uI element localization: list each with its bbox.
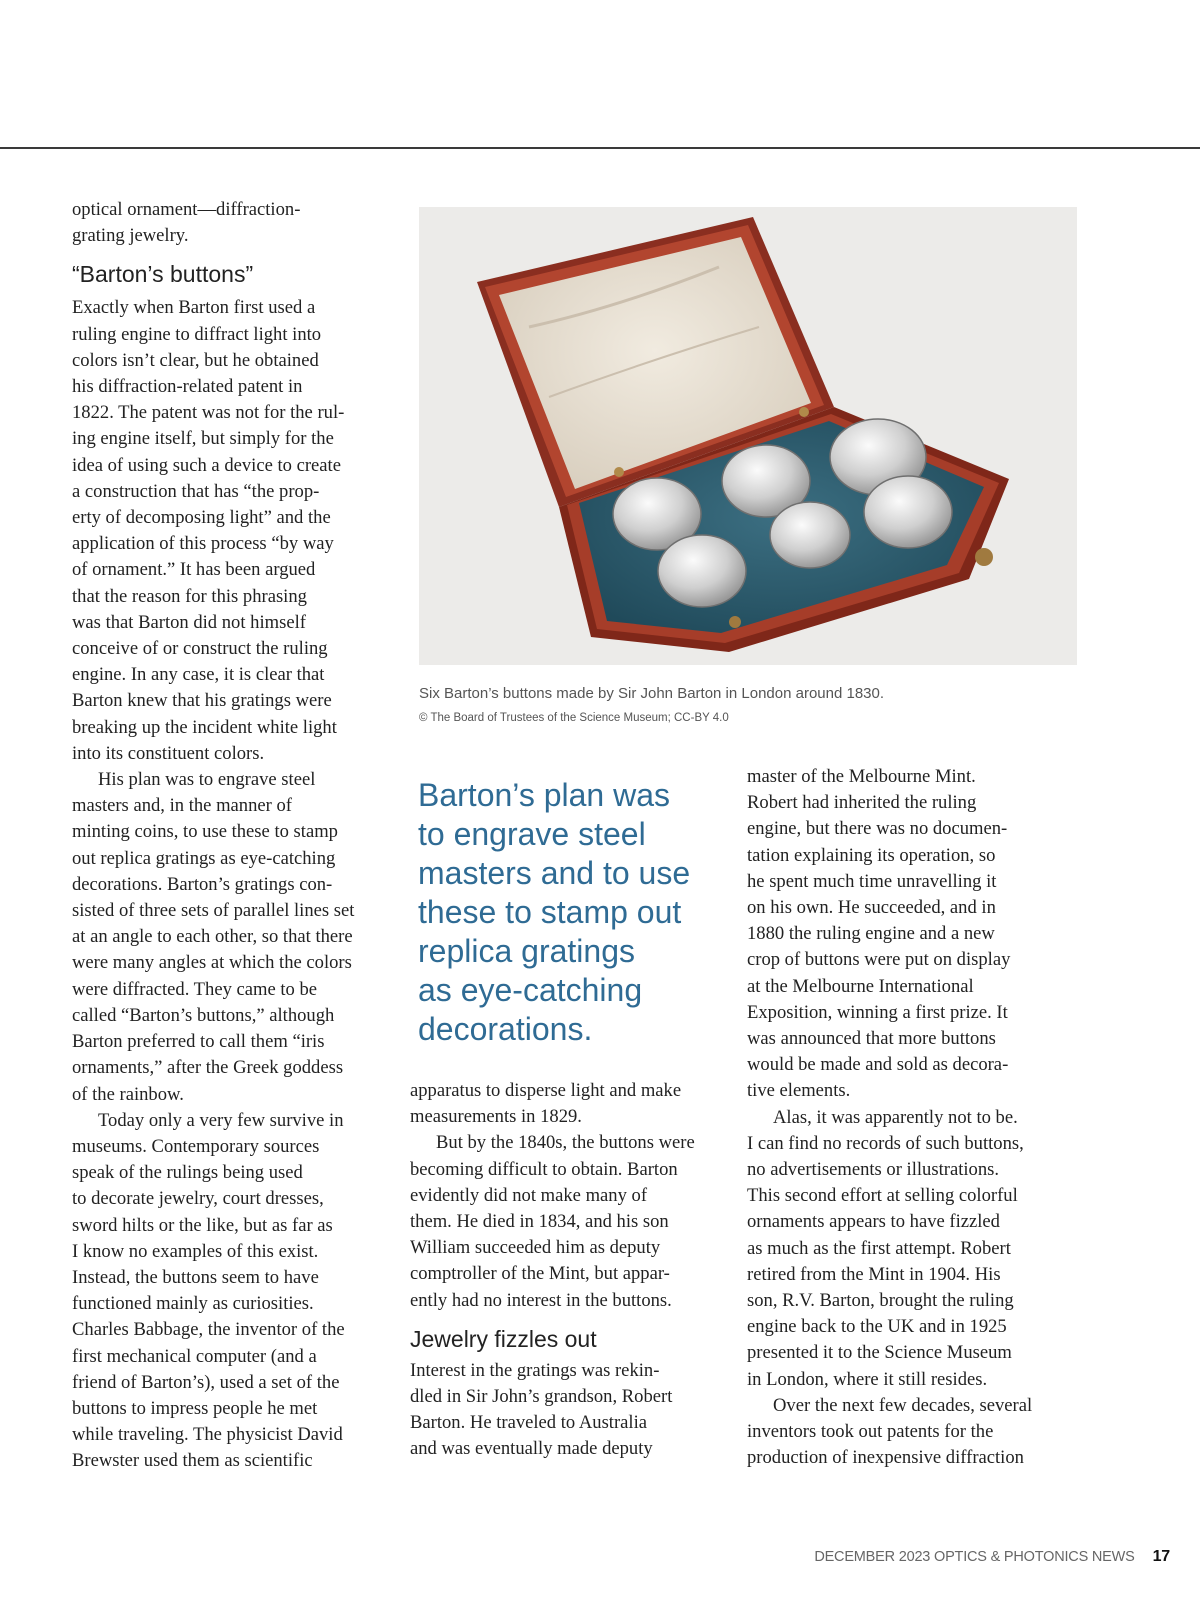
paragraph: [410, 1358, 722, 1463]
text-line: a construction that has “the prop-: [72, 480, 320, 502]
text-line: optical ornament—diffraction-: [72, 199, 301, 220]
text-line: engine, but there was no documen-: [747, 818, 1008, 840]
text-line: replica gratings: [418, 933, 635, 969]
text-line: at the Melbourne International: [747, 975, 974, 997]
text-line: His plan was to engrave steel: [98, 769, 316, 791]
text-line: buttons to impress people he met: [72, 1397, 318, 1419]
text-line: 1822. The patent was not for the rul-: [72, 402, 345, 424]
text-line: engine. In any case, it is clear that: [72, 664, 325, 686]
text-line: that the reason for this phrasing: [72, 585, 307, 607]
text-line: Robert had inherited the ruling: [747, 792, 977, 814]
text-line: Barton. He traveled to Australia: [410, 1412, 647, 1434]
text-line: son, R.V. Barton, brought the ruling: [747, 1290, 1014, 1312]
text-line: in London, where it still resides.: [747, 1368, 988, 1390]
text-line: idea of using such a device to create: [72, 454, 341, 476]
text-line: would be made and sold as decora-: [747, 1054, 1009, 1076]
text-line: crop of buttons were put on display: [747, 949, 1011, 971]
text-line: conceive of or construct the ruling: [72, 638, 328, 660]
text-line: ruling engine to diffract light into: [72, 323, 322, 345]
text-line: ing engine itself, but simply for the: [72, 428, 334, 450]
text-line: friend of Barton’s), used a set of the: [72, 1371, 340, 1393]
section-heading-jewelry-fizzles-out: Jewelry fizzles out: [410, 1325, 597, 1352]
text-line: erty of decomposing light” and the: [72, 507, 331, 529]
text-line: 1880 the ruling engine and a new: [747, 923, 995, 945]
text-line: ornaments,” after the Greek goddess: [72, 1057, 344, 1079]
text-line: were many angles at which the colors: [72, 952, 352, 974]
footer-publication: DECEMBER 2023 OPTICS & PHOTONICS NEWS: [814, 1549, 1135, 1565]
text-line: no advertisements or illustrations.: [747, 1159, 1000, 1181]
text-line: I know no examples of this exist.: [72, 1240, 319, 1262]
text-line: as eye-catching: [418, 972, 643, 1008]
column-1: [72, 197, 387, 1475]
text-line: first mechanical computer (and a: [72, 1345, 317, 1367]
paragraph: [72, 767, 387, 1108]
text-line: breaking up the incident white light: [72, 716, 337, 738]
text-line: William succeeded him as deputy: [410, 1237, 661, 1259]
column-2: [410, 1078, 722, 1463]
paragraph: [72, 295, 387, 767]
text-line: into its constituent colors.: [72, 742, 265, 764]
text-line: to engrave steel: [418, 816, 646, 852]
text-line: were diffracted. They came to be: [72, 978, 318, 1000]
paragraph: [747, 764, 1059, 1105]
text-line: presented it to the Science Museum: [747, 1342, 1012, 1364]
page-number: 17: [1152, 1548, 1170, 1565]
text-line: Today only a very few survive in: [98, 1109, 344, 1131]
text-line: retired from the Mint in 1904. His: [747, 1263, 1001, 1285]
text-line: tation explaining its operation, so: [747, 844, 996, 866]
text-line: of the rainbow.: [72, 1083, 184, 1105]
text-line: comptroller of the Mint, but appar-: [410, 1263, 670, 1285]
section-heading-bartons-buttons: “Barton’s buttons”: [72, 261, 254, 288]
text-line: his diffraction-related patent in: [72, 376, 303, 398]
paragraph: [72, 1108, 387, 1475]
paragraph: [747, 1393, 1059, 1472]
text-line: application of this process “by way: [72, 533, 334, 555]
text-line: Instead, the buttons seem to have: [72, 1266, 319, 1288]
text-line: speak of the rulings being used: [72, 1162, 303, 1184]
photo-bartons-buttons-case: [419, 207, 1077, 665]
text-line: colors isn’t clear, but he obtained: [72, 349, 319, 371]
text-line: measurements in 1829.: [410, 1106, 582, 1128]
text-line: engine back to the UK and in 1925: [747, 1316, 1007, 1338]
text-line: museums. Contemporary sources: [72, 1135, 320, 1157]
text-line: Alas, it was apparently not to be.: [773, 1106, 1018, 1128]
text-line: while traveling. The physicist David: [72, 1424, 343, 1446]
text-line: on his own. He succeeded, and in: [747, 897, 996, 919]
text-line: called “Barton’s buttons,” although: [72, 1004, 335, 1026]
text-line: Barton preferred to call them “iris: [72, 1031, 325, 1053]
text-line: functioned mainly as curiosities.: [72, 1293, 314, 1315]
text-line: ently had no interest in the buttons.: [410, 1289, 672, 1311]
paragraph: [410, 1130, 722, 1313]
paragraph: [747, 1105, 1059, 1393]
text-line: these to stamp out: [418, 894, 682, 930]
text-line: masters and to use: [418, 855, 691, 891]
text-line: them. He died in 1834, and his son: [410, 1211, 669, 1233]
text-line: This second effort at selling colorful: [747, 1185, 1018, 1207]
text-line: decorations.: [418, 1011, 593, 1047]
text-line: Charles Babbage, the inventor of the: [72, 1319, 345, 1341]
text-line: was announced that more buttons: [747, 1028, 996, 1050]
text-line: decorations. Barton’s gratings con-: [72, 873, 333, 895]
text-line: he spent much time unravelling it: [747, 870, 997, 892]
text-line: Interest in the gratings was rekin-: [410, 1359, 660, 1381]
text-line: dled in Sir John’s grandson, Robert: [410, 1386, 673, 1408]
text-line: But by the 1840s, the buttons were: [436, 1132, 695, 1154]
text-line: I can find no records of such buttons,: [747, 1132, 1024, 1154]
text-line: out replica gratings as eye-catching: [72, 847, 336, 869]
text-line: masters and, in the manner of: [72, 795, 292, 817]
text-line: and was eventually made deputy: [410, 1438, 653, 1460]
paragraph: [72, 197, 387, 249]
text-line: production of inexpensive diffraction: [747, 1447, 1024, 1469]
text-line: minting coins, to use these to stamp: [72, 821, 338, 843]
text-line: master of the Melbourne Mint.: [747, 766, 976, 787]
text-line: grating jewelry.: [72, 225, 189, 247]
text-line: Brewster used them as scientific: [72, 1450, 313, 1472]
text-line: sisted of three sets of parallel lines set: [72, 900, 355, 922]
text-line: inventors took out patents for the: [747, 1421, 994, 1443]
text-line: tive elements.: [747, 1080, 851, 1102]
header-rule: [0, 147, 1200, 149]
text-line: Over the next few decades, several: [773, 1394, 1033, 1416]
text-line: becoming difficult to obtain. Barton: [410, 1158, 678, 1180]
text-line: Barton’s plan was: [418, 777, 670, 813]
text-line: ornaments appears to have fizzled: [747, 1211, 1000, 1233]
text-line: at an angle to each other, so that there: [72, 926, 353, 948]
text-line: as much as the first attempt. Robert: [747, 1237, 1011, 1259]
paragraph: [410, 1078, 722, 1130]
text-line: Exposition, winning a first prize. It: [747, 1001, 1008, 1023]
text-line: of ornament.” It has been argued: [72, 559, 316, 581]
figure-caption-block: [419, 684, 1079, 726]
text-line: sword hilts or the like, but as far as: [72, 1214, 333, 1236]
column-3: [747, 764, 1059, 1471]
page-footer: [814, 1548, 1170, 1566]
figure-credit: © The Board of Trustees of the Science Museum; CC-BY 4.0: [419, 712, 729, 724]
text-line: apparatus to disperse light and make: [410, 1080, 682, 1101]
figure-caption: Six Barton’s buttons made by Sir John Barton in London around 1830.: [419, 685, 885, 702]
text-line: evidently did not make many of: [410, 1184, 648, 1206]
text-line: Barton knew that his gratings were: [72, 690, 332, 712]
text-line: Exactly when Barton first used a: [72, 297, 316, 319]
pull-quote: [418, 776, 718, 1049]
text-line: was that Barton did not himself: [72, 611, 306, 633]
text-line: to decorate jewelry, court dresses,: [72, 1188, 324, 1210]
